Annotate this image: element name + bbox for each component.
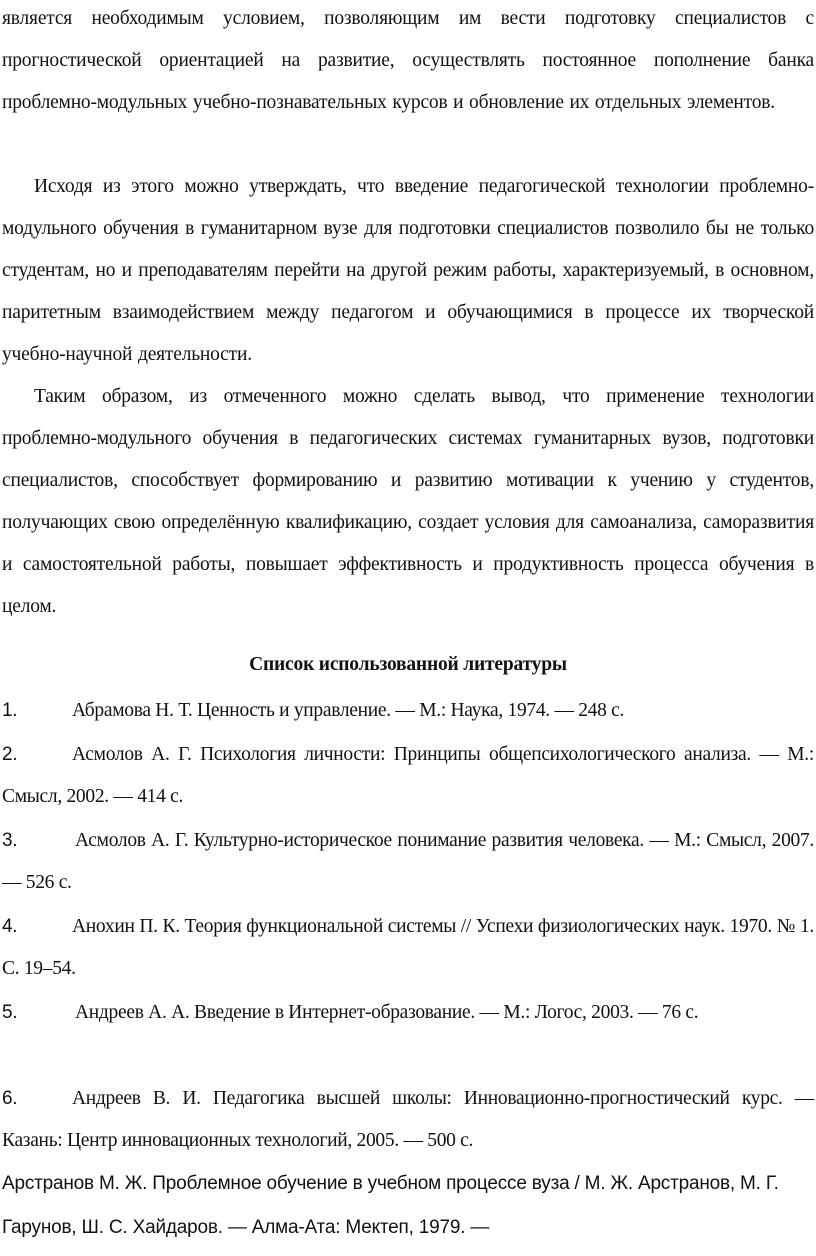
reference-text: Андреев А. А. Введение в Интернет-образование. — М.: Логос, 2003. — 76 с.	[75, 1002, 699, 1023]
reference-number: 6.	[2, 1088, 18, 1109]
reference-number: 3.	[2, 830, 18, 851]
reference-number: 2.	[2, 744, 18, 765]
paragraph-conclusion-1: Исходя из этого можно утверждать, что введение педагогической технологии проблемно-модульного обучения в гуманитарном вузе для подготовки специалистов позволило бы не только студентам, но и преподавателям перейти на другой режим работы, характеризуемый, в основном, паритетным взаимодействием между педагогом и обучающимися в процессе их творческой учебно-научной деятельности.	[2, 176, 814, 365]
reference-continuation: Арстранов М. Ж. Проблемное обучение в учебном процессе вуза / М. Ж. Арстранов, М. Г. Гарунов, Ш. С. Хайдаров. — Алма-Ата: Мектеп, 1979. —	[2, 1173, 779, 1238]
reference-number: 1.	[2, 700, 18, 721]
reference-text: Анохин П. К. Теория функциональной системы // Успехи физиологических наук. 1970. № 1. С. 19–54.	[2, 916, 814, 979]
reference-item	[2, 1078, 814, 1162]
paragraph-continuation: является необходимым условием, позволяющим им вести подготовку специалистов с прогностической ориентацией на развитие, осуществлять постоянное пополнение банка проблемно-модульных учебно-познавательных курсов и обновление их отдельных элементов.	[2, 8, 814, 113]
reference-text: Андреев В. И. Педагогика высшей школы: Инновационно-прогностический курс. — Казань: Центр инновационных технологий, 2005. — 500 с.	[2, 1088, 814, 1151]
reference-item	[2, 992, 814, 1034]
references-title: Список использованной литературы	[249, 654, 567, 675]
reference-item	[2, 820, 814, 904]
reference-text: Абрамова Н. Т. Ценность и управление. — М.: Наука, 1974. — 248 с.	[72, 700, 625, 721]
paragraph-conclusion-2: Таким образом, из отмеченного можно сделать вывод, что применение технологии проблемно-модульного обучения в педагогических системах гуманитарных вузов, подготовки специалистов, способствует формированию и развитию мотивации к учению у студентов, получающих свою определённую квалификацию, создает условия для самоанализа, саморазвития и самостоятельной работы, повышает эффективность и продуктивность процесса обучения в целом.	[2, 386, 814, 617]
reference-text: Асмолов А. Г. Культурно-историческое понимание развития человека. — М.: Смысл, 2007. — 526 с.	[2, 830, 814, 893]
reference-number: 5.	[2, 1002, 18, 1023]
reference-number: 4.	[2, 916, 18, 937]
reference-text: Асмолов А. Г. Психология личности: Принципы общепсихологического анализа. — М.: Смысл, 2002. — 414 с.	[2, 744, 814, 807]
reference-item	[2, 690, 814, 732]
reference-item	[2, 734, 814, 818]
reference-item	[2, 906, 814, 990]
